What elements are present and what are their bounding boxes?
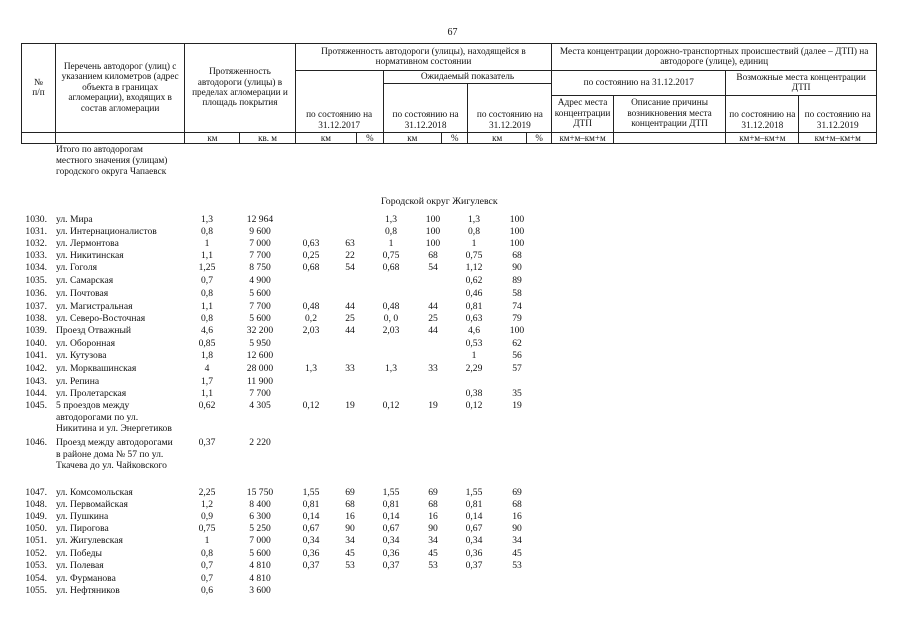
cell-p19: 45: [512, 548, 522, 559]
cell-p18: 100: [425, 214, 441, 225]
cell-p17: 69: [345, 487, 355, 498]
cell-p18: 44: [428, 325, 438, 336]
cell-k19: 0,37: [465, 560, 483, 571]
cell-k18: 0, 0: [383, 313, 399, 324]
cell-name: ул. Почтовая: [56, 288, 109, 299]
cell-k19: 2,29: [465, 363, 483, 374]
cell-area: 5 600: [249, 288, 271, 299]
cell-k18: 1: [388, 238, 394, 249]
cell-name: ул. Оборонная: [56, 338, 116, 349]
table-row: [0, 560, 905, 572]
cell-k18: 0,81: [382, 499, 400, 510]
table-row: [0, 487, 905, 499]
table-row: [0, 238, 905, 250]
cell-p17: 63: [345, 238, 355, 249]
cell-p18: 100: [425, 226, 441, 237]
table-row: [0, 585, 905, 597]
cell-len: 0,9: [201, 511, 213, 522]
unit-pct: %: [526, 133, 552, 144]
cell-area: 32 200: [246, 325, 274, 336]
cell-len: 1,2: [201, 499, 213, 510]
cell-name: ул. Полевая: [56, 560, 104, 571]
cell-name: Проезд между автодорогами в районе дома № 57 по ул. Ткачева до ул. Чайковского: [56, 437, 173, 472]
cell-p18: 100: [425, 238, 441, 249]
cell-k17: 1,55: [302, 487, 320, 498]
cell-p19: 100: [509, 226, 525, 237]
table-row: [0, 350, 905, 362]
cell-num: 1055.: [25, 585, 47, 596]
table-row: [0, 288, 905, 300]
cell-len: 0,85: [198, 338, 216, 349]
cell-name: ул. Комсомольская: [56, 487, 133, 498]
cell-k19: 0,81: [465, 301, 483, 312]
cell-p19: 79: [512, 313, 522, 324]
table-row: [0, 214, 905, 226]
cell-num: 1035.: [25, 275, 47, 286]
cell-k19: 0,34: [465, 535, 483, 546]
cell-p19: 34: [512, 535, 522, 546]
cell-k19: 0,62: [465, 275, 483, 286]
cell-k19: 4,6: [468, 325, 480, 336]
cell-p17: 22: [345, 250, 355, 261]
cell-p18: 16: [428, 511, 438, 522]
table-row: [0, 535, 905, 547]
cell-k18: 1,3: [385, 214, 397, 225]
cell-num: 1037.: [25, 301, 47, 312]
cell-p18: 44: [428, 301, 438, 312]
cell-len: 0,8: [201, 226, 213, 237]
cell-p18: 54: [428, 262, 438, 273]
cell-num: 1032.: [25, 238, 47, 249]
header-roads: Перечень автодорог (улиц) с указанием километров (адрес объекта в границах агломерации), входящих в состав агломерации: [55, 44, 184, 133]
cell-k17: 1,3: [305, 363, 317, 374]
cell-area: 8 750: [249, 262, 271, 273]
cell-k17: 0,67: [302, 523, 320, 534]
table-row: [0, 437, 905, 472]
cell-k18: 1,3: [385, 363, 397, 374]
header-dtp-2019: по состоянию на 31.12.2019: [799, 96, 877, 133]
unit-pct: %: [357, 133, 384, 144]
cell-p17: 16: [345, 511, 355, 522]
cell-len: 0,8: [201, 288, 213, 299]
cell-p18: 25: [428, 313, 438, 324]
cell-p19: 90: [512, 523, 522, 534]
cell-area: 12 964: [246, 214, 274, 225]
cell-k18: 0,68: [382, 262, 400, 273]
cell-area: 7 000: [249, 238, 271, 249]
cell-name: ул. Мира: [56, 214, 93, 225]
cell-p18: 33: [428, 363, 438, 374]
cell-p18: 69: [428, 487, 438, 498]
cell-len: 1,8: [201, 350, 213, 361]
cell-len: 1,3: [201, 214, 213, 225]
cell-p17: 44: [345, 301, 355, 312]
cell-p18: 68: [428, 250, 438, 261]
cell-k17: 0,25: [302, 250, 320, 261]
cell-k19: 0,38: [465, 388, 483, 399]
cell-name: ул. Северо-Восточная: [56, 313, 146, 324]
unit-km: км: [468, 133, 526, 144]
unit-km: км: [383, 133, 441, 144]
cell-p19: 62: [512, 338, 522, 349]
cell-p18: 90: [428, 523, 438, 534]
cell-p19: 56: [512, 350, 522, 361]
cell-name: ул. Пролетарская: [56, 388, 127, 399]
cell-k19: 1: [471, 238, 477, 249]
cell-len: 0,8: [201, 313, 213, 324]
cell-k18: 0,37: [382, 560, 400, 571]
cell-name: ул. Нефтяников: [56, 585, 120, 596]
cell-p19: 90: [512, 262, 522, 273]
cell-num: 1052.: [25, 548, 47, 559]
cell-area: 3 600: [249, 585, 271, 596]
cell-k17: 0,36: [302, 548, 320, 559]
cell-k19: 1,12: [465, 262, 483, 273]
cell-p17: 45: [345, 548, 355, 559]
cell-k19: 0,46: [465, 288, 483, 299]
table-row: [0, 388, 905, 400]
cell-k17: 0,37: [302, 560, 320, 571]
cell-p19: 16: [512, 511, 522, 522]
cell-p17: 90: [345, 523, 355, 534]
cell-name: ул. Интернационалистов: [56, 226, 157, 237]
table-row: [0, 548, 905, 560]
cell-area: 7 700: [249, 388, 271, 399]
cell-name: ул. Первомайская: [56, 499, 128, 510]
cell-name: ул. Никитинская: [56, 250, 124, 261]
cell-p18: 68: [428, 499, 438, 510]
cell-name: Проезд Отважный: [56, 325, 132, 336]
unit-km: км: [185, 133, 240, 144]
cell-len: 2,25: [198, 487, 216, 498]
cell-k19: 0,36: [465, 548, 483, 559]
cell-num: 1034.: [25, 262, 47, 273]
cell-num: 1049.: [25, 511, 47, 522]
cell-len: 1,1: [201, 301, 213, 312]
cell-name: ул. Пушкина: [56, 511, 109, 522]
cell-area: 4 810: [249, 560, 271, 571]
cell-area: 8 400: [249, 499, 271, 510]
cell-len: 1,25: [198, 262, 216, 273]
cell-p19: 69: [512, 487, 522, 498]
cell-k17: 0,48: [302, 301, 320, 312]
cell-k18: 0,67: [382, 523, 400, 534]
cell-area: 7 700: [249, 250, 271, 261]
cell-name: ул. Фурманова: [56, 573, 116, 584]
cell-name: ул. Магистральная: [56, 301, 133, 312]
cell-p19: 100: [509, 325, 525, 336]
cell-area: 4 305: [249, 400, 271, 411]
header-dtp-2018: по состоянию на 31.12.2018: [726, 96, 799, 133]
cell-area: 28 000: [246, 363, 274, 374]
cell-k18: 0,48: [382, 301, 400, 312]
page-number: 67: [447, 27, 458, 38]
cell-num: 1053.: [25, 560, 47, 571]
cell-area: 6 300: [249, 511, 271, 522]
cell-len: 1: [204, 535, 210, 546]
cell-p17: 25: [345, 313, 355, 324]
cell-p17: 33: [345, 363, 355, 374]
cell-k19: 0,67: [465, 523, 483, 534]
cell-area: 9 600: [249, 226, 271, 237]
unit-kmm: км+м–км+м: [552, 133, 614, 144]
table-row: [0, 250, 905, 262]
cell-len: 4: [204, 363, 210, 374]
table-row: [0, 376, 905, 388]
cell-p19: 68: [512, 250, 522, 261]
header-dtp-reason: Описание причины возникновения места концентрации ДТП: [613, 96, 725, 133]
cell-name: 5 проездов между автодорогами по ул. Никитина и ул. Энергетиков: [56, 400, 172, 435]
cell-k17: 0,68: [302, 262, 320, 273]
table-row: [0, 301, 905, 313]
cell-num: 1031.: [25, 226, 47, 237]
table-row: [0, 573, 905, 585]
unit-empty: [22, 133, 56, 144]
unit-empty: [613, 133, 725, 144]
cell-num: 1044.: [25, 388, 47, 399]
total-label: Итого по автодорогам местного значения (улицам) городского округа Чапаевск: [56, 145, 168, 178]
cell-k17: 0,81: [302, 499, 320, 510]
header-length-area: Протяженность автодороги (улицы) в пределах агломерации и площадь покрытия: [185, 44, 295, 133]
cell-name: ул. Кутузова: [56, 350, 107, 361]
header-possible: Возможные места концентрации ДТП: [726, 71, 877, 96]
cell-len: 0,7: [201, 275, 213, 286]
cell-p19: 68: [512, 499, 522, 510]
cell-p17: 34: [345, 535, 355, 546]
cell-area: 2 220: [249, 437, 271, 448]
cell-p17: 68: [345, 499, 355, 510]
cell-name: ул. Самарская: [56, 275, 114, 286]
table-row: [0, 338, 905, 350]
cell-num: 1043.: [25, 376, 47, 387]
unit-kmm: км+м–км+м: [726, 133, 799, 144]
cell-area: 5 600: [249, 313, 271, 324]
cell-name: ул. Победы: [56, 548, 102, 559]
cell-len: 0,37: [198, 437, 216, 448]
cell-k19: 0,8: [468, 226, 480, 237]
cell-name: ул. Лермонтова: [56, 238, 119, 249]
cell-area: 5 250: [249, 523, 271, 534]
header-dtp-address: Адрес места концентрации ДТП: [552, 96, 614, 133]
cell-num: 1042.: [25, 363, 47, 374]
cell-num: 1047.: [25, 487, 47, 498]
table-row: [0, 325, 905, 337]
cell-p19: 100: [509, 238, 525, 249]
cell-k18: 0,12: [382, 400, 400, 411]
table-row: [0, 262, 905, 274]
cell-p18: 34: [428, 535, 438, 546]
cell-k19: 0,63: [465, 313, 483, 324]
unit-kmm: км+м–км+м: [799, 133, 877, 144]
cell-k18: 0,8: [385, 226, 397, 237]
cell-k17: 0,34: [302, 535, 320, 546]
cell-area: 4 810: [249, 573, 271, 584]
cell-len: 0,6: [201, 585, 213, 596]
cell-p17: 44: [345, 325, 355, 336]
cell-num: 1046.: [25, 437, 47, 448]
cell-num: 1036.: [25, 288, 47, 299]
cell-num: 1041.: [25, 350, 47, 361]
cell-num: 1039.: [25, 325, 47, 336]
cell-k17: 0,12: [302, 400, 320, 411]
cell-p19: 74: [512, 301, 522, 312]
table-header: [21, 43, 877, 144]
cell-p19: 19: [512, 400, 522, 411]
cell-p17: 53: [345, 560, 355, 571]
cell-area: 5 600: [249, 548, 271, 559]
cell-k18: 0,36: [382, 548, 400, 559]
cell-len: 1,1: [201, 388, 213, 399]
cell-name: ул. Гоголя: [56, 262, 98, 273]
cell-num: 1040.: [25, 338, 47, 349]
cell-len: 1,1: [201, 250, 213, 261]
cell-k19: 1: [471, 350, 477, 361]
cell-p19: 58: [512, 288, 522, 299]
cell-k18: 1,55: [382, 487, 400, 498]
table-row: [0, 363, 905, 375]
cell-k18: 2,03: [382, 325, 400, 336]
cell-name: ул. Жигулевская: [56, 535, 123, 546]
cell-name: ул. Репина: [56, 376, 100, 387]
table-row: [0, 523, 905, 535]
header-as-of-2019: по состоянию на 31.12.2019: [468, 84, 552, 133]
cell-len: 1: [204, 238, 210, 249]
cell-p17: 19: [345, 400, 355, 411]
cell-len: 4,6: [201, 325, 213, 336]
table-row: [0, 499, 905, 511]
cell-len: 0,7: [201, 560, 213, 571]
header-num: № п/п: [22, 44, 56, 133]
cell-k19: 0,12: [465, 400, 483, 411]
cell-p18: 19: [428, 400, 438, 411]
cell-k19: 0,81: [465, 499, 483, 510]
table-row: [0, 275, 905, 287]
cell-len: 0,75: [198, 523, 216, 534]
header-dtp-places: Места концентрации дорожно-транспортных происшествий (далее – ДТП) на автодороге (улице), единиц: [552, 44, 877, 71]
cell-len: 0,8: [201, 548, 213, 559]
cell-area: 15 750: [246, 487, 274, 498]
cell-num: 1050.: [25, 523, 47, 534]
unit-sqm: кв. м: [240, 133, 295, 144]
table-row: [0, 400, 905, 435]
cell-p19: 100: [509, 214, 525, 225]
cell-area: 4 900: [249, 275, 271, 286]
cell-num: 1045.: [25, 400, 47, 411]
cell-area: 5 950: [249, 338, 271, 349]
cell-num: 1048.: [25, 499, 47, 510]
cell-k17: 0,2: [305, 313, 317, 324]
table-row: [0, 226, 905, 238]
cell-k18: 0,75: [382, 250, 400, 261]
cell-area: 12 600: [246, 350, 274, 361]
cell-k19: 1,55: [465, 487, 483, 498]
cell-p18: 53: [428, 560, 438, 571]
cell-p17: 54: [345, 262, 355, 273]
cell-name: ул. Пирогова: [56, 523, 109, 534]
cell-p18: 45: [428, 548, 438, 559]
unit-empty: [55, 133, 184, 144]
cell-name: ул. Морквашинская: [56, 363, 137, 374]
cell-k19: 0,53: [465, 338, 483, 349]
cell-k19: 0,75: [465, 250, 483, 261]
cell-len: 0,62: [198, 400, 216, 411]
cell-area: 7 000: [249, 535, 271, 546]
cell-area: 7 700: [249, 301, 271, 312]
cell-k17: 0,63: [302, 238, 320, 249]
cell-num: 1051.: [25, 535, 47, 546]
cell-p19: 35: [512, 388, 522, 399]
cell-k19: 0,14: [465, 511, 483, 522]
header-expected: Ожидаемый показатель: [383, 71, 552, 84]
cell-k17: 2,03: [302, 325, 320, 336]
cell-num: 1030.: [25, 214, 47, 225]
cell-k18: 0,14: [382, 511, 400, 522]
cell-p19: 53: [512, 560, 522, 571]
cell-k17: 0,14: [302, 511, 320, 522]
cell-len: 1,7: [201, 376, 213, 387]
cell-k18: 0,34: [382, 535, 400, 546]
section-title: Городской округ Жигулевск: [381, 196, 498, 207]
cell-len: 0,7: [201, 573, 213, 584]
header-normative: Протяженность автодороги (улицы), находящейся в нормативном состоянии: [295, 44, 552, 71]
unit-pct: %: [441, 133, 468, 144]
table-row: [0, 313, 905, 325]
cell-num: 1033.: [25, 250, 47, 261]
cell-num: 1054.: [25, 573, 47, 584]
cell-p19: 89: [512, 275, 522, 286]
unit-km: км: [295, 133, 357, 144]
cell-k19: 1,3: [468, 214, 480, 225]
table-row: [0, 511, 905, 523]
header-as-of-2018: по состоянию на 31.12.2018: [383, 84, 468, 133]
cell-num: 1038.: [25, 313, 47, 324]
cell-p19: 57: [512, 363, 522, 374]
header-dtp-2017: по состоянию на 31.12.2017: [552, 71, 726, 96]
header-as-of-2017: по состоянию на 31.12.2017: [295, 71, 383, 133]
cell-area: 11 900: [246, 376, 274, 387]
